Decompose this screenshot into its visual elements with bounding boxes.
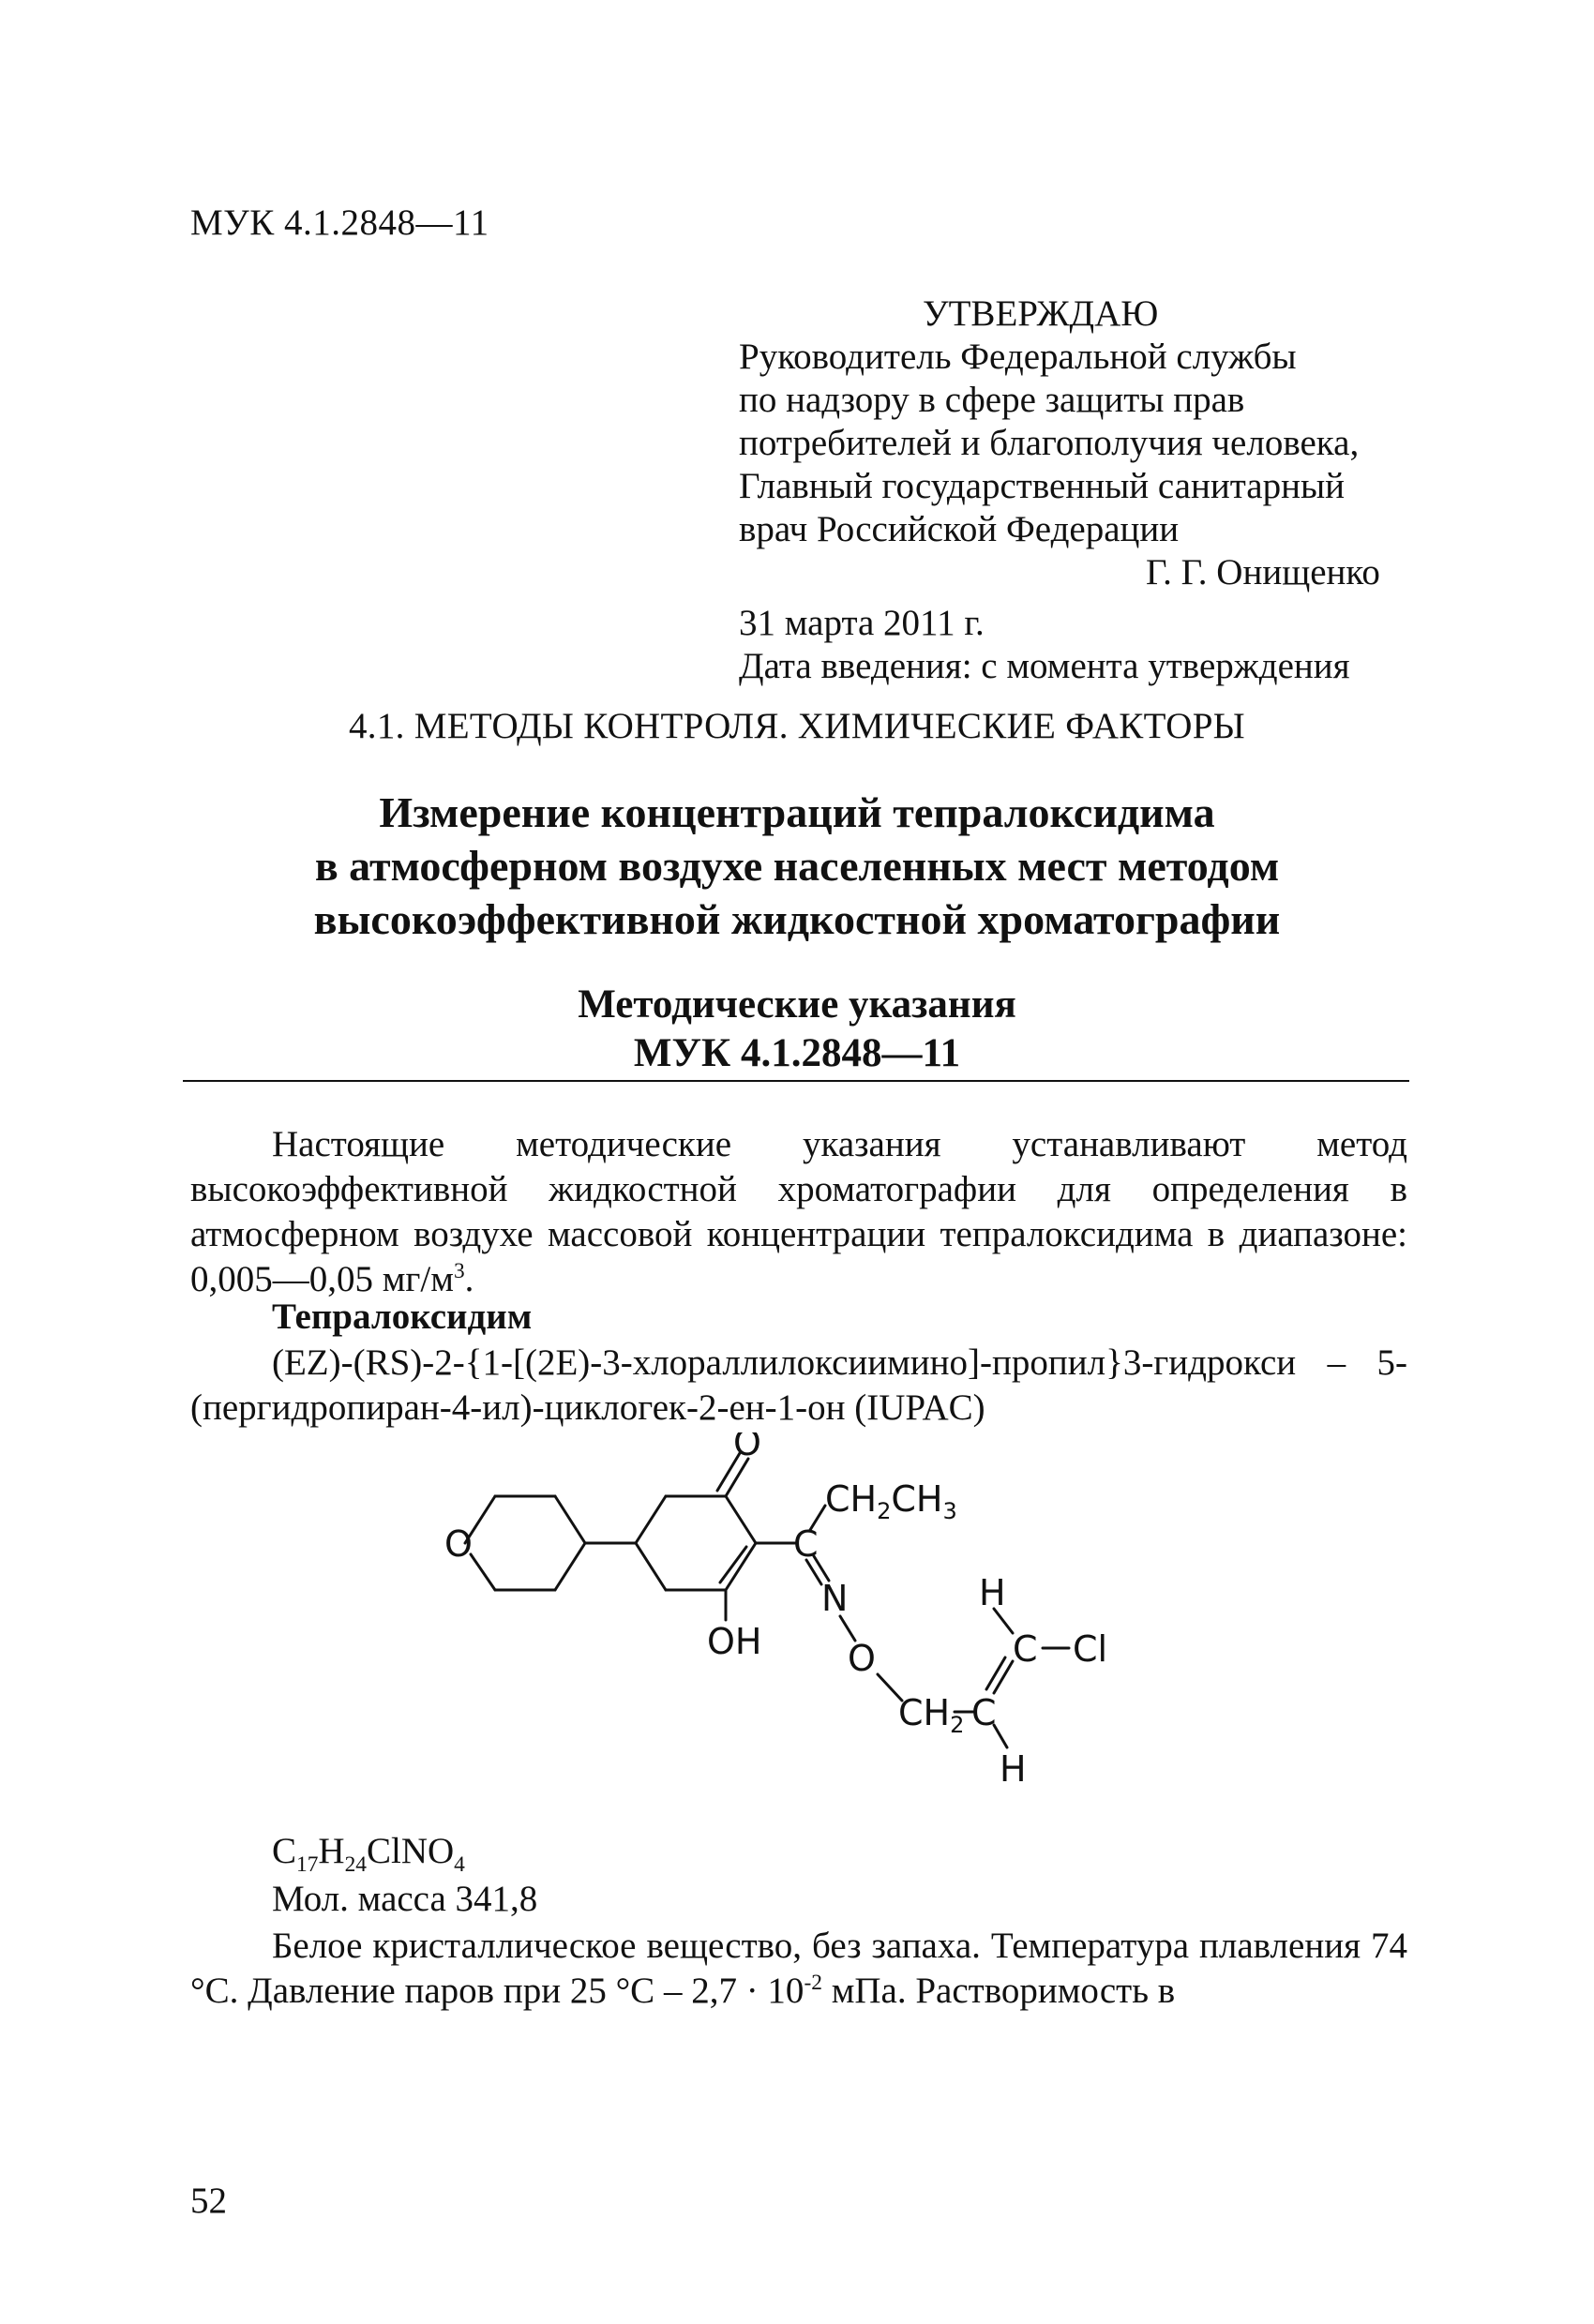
atom-label: C xyxy=(971,1692,997,1733)
bond xyxy=(471,1554,495,1590)
intro-text: Настоящие методические указания устанавливают метод высокоэффективной жидкостной хроматографии для определения в атмосферном воздухе массовой концентрации тепралоксидима в диапазоне: 0,005—0,05 мг/м xyxy=(190,1124,1407,1299)
approval-line: потребителей и благополучия человека, xyxy=(739,423,1360,463)
document-title-line: в атмосферном воздухе населенных мест методом xyxy=(314,842,1280,890)
atom-label: Cl xyxy=(1073,1628,1108,1670)
introduction-date: Дата введения: с момента утверждения xyxy=(739,646,1350,686)
atom-label: O xyxy=(444,1523,473,1565)
bond xyxy=(986,1657,1005,1689)
atom-label: C xyxy=(793,1523,819,1565)
title-divider xyxy=(183,1080,1409,1082)
bond xyxy=(726,1459,748,1496)
approval-title: УТВЕРЖДАЮ xyxy=(923,293,1159,334)
intro-end: . xyxy=(464,1259,474,1299)
approval-line: по надзору в сфере защиты прав xyxy=(739,380,1245,420)
atom-label: H xyxy=(1000,1748,1027,1790)
molecular-formula: $C_{17}H_{24}ClNO_4$ xyxy=(272,1831,465,1877)
document-code-header: МУК 4.1.2848—11 xyxy=(190,202,489,243)
approval-line: врач Российской Федерации xyxy=(739,509,1180,549)
molecular-mass: Мол. масса 341,8 xyxy=(272,1879,538,1919)
subtitle-line: Методические указания xyxy=(578,982,1016,1027)
approval-date: 31 марта 2011 г. xyxy=(739,603,985,643)
approval-line: Руководитель Федеральной службы xyxy=(739,337,1297,377)
approval-line: Главный государственный санитарный xyxy=(739,466,1346,506)
page-number: 52 xyxy=(190,2181,227,2221)
section-heading: 4.1. МЕТОДЫ КОНТРОЛЯ. ХИМИЧЕСКИЕ ФАКТОРЫ xyxy=(349,706,1245,746)
signatory-name: Г. Г. Онищенко xyxy=(1146,552,1380,592)
structural-formula xyxy=(413,1432,1163,1803)
properties-paragraph xyxy=(190,1924,1407,2014)
document-title-line: Измерение концентраций тепралоксидима xyxy=(379,788,1215,836)
document-title-line: высокоэффективной жидкостной хроматографии xyxy=(313,895,1281,943)
atom-label: $CH_2CH_3$ xyxy=(825,1478,957,1524)
document-title xyxy=(0,786,1594,946)
bond xyxy=(636,1496,666,1543)
atom-label: $CH_2$ xyxy=(898,1692,965,1738)
structural-formula-svg xyxy=(413,1432,1163,1798)
bond xyxy=(555,1543,585,1590)
atom-label: H xyxy=(979,1572,1006,1613)
atom-label: O xyxy=(848,1638,876,1679)
atom-label: N xyxy=(821,1578,849,1619)
substance-name: Тепралоксидим xyxy=(272,1297,533,1337)
properties-text-end: мПа. Растворимость в xyxy=(821,1971,1176,2011)
atom-label: OH xyxy=(707,1621,762,1662)
bond xyxy=(636,1543,666,1590)
atom-label: C xyxy=(1013,1628,1038,1670)
approval-block xyxy=(739,292,1414,688)
bond xyxy=(555,1496,585,1543)
bond xyxy=(726,1496,756,1543)
subtitle-code: МУК 4.1.2848—11 xyxy=(633,1031,961,1075)
atom-label: O xyxy=(733,1432,761,1463)
properties-text: Белое кристаллическое вещество, без запаха. Температура плавления 74 °С. Давление паров при 25 °С – 2,7 · 10 xyxy=(190,1926,1407,2011)
intro-paragraph xyxy=(190,1122,1407,1302)
document-subtitle xyxy=(0,981,1594,1078)
pressure-exponent: -2 xyxy=(804,1971,822,1995)
bond xyxy=(994,1661,1013,1693)
unit-exponent: 3 xyxy=(453,1259,465,1283)
iupac-name: (EZ)-(RS)-2-{1-[(2E)-3-хлораллилоксиимино]-пропил}3-гидрокси – 5-(пергидропиран-4-ил)-циклогек-2-ен-1-он (IUPAC) xyxy=(190,1342,1407,1428)
